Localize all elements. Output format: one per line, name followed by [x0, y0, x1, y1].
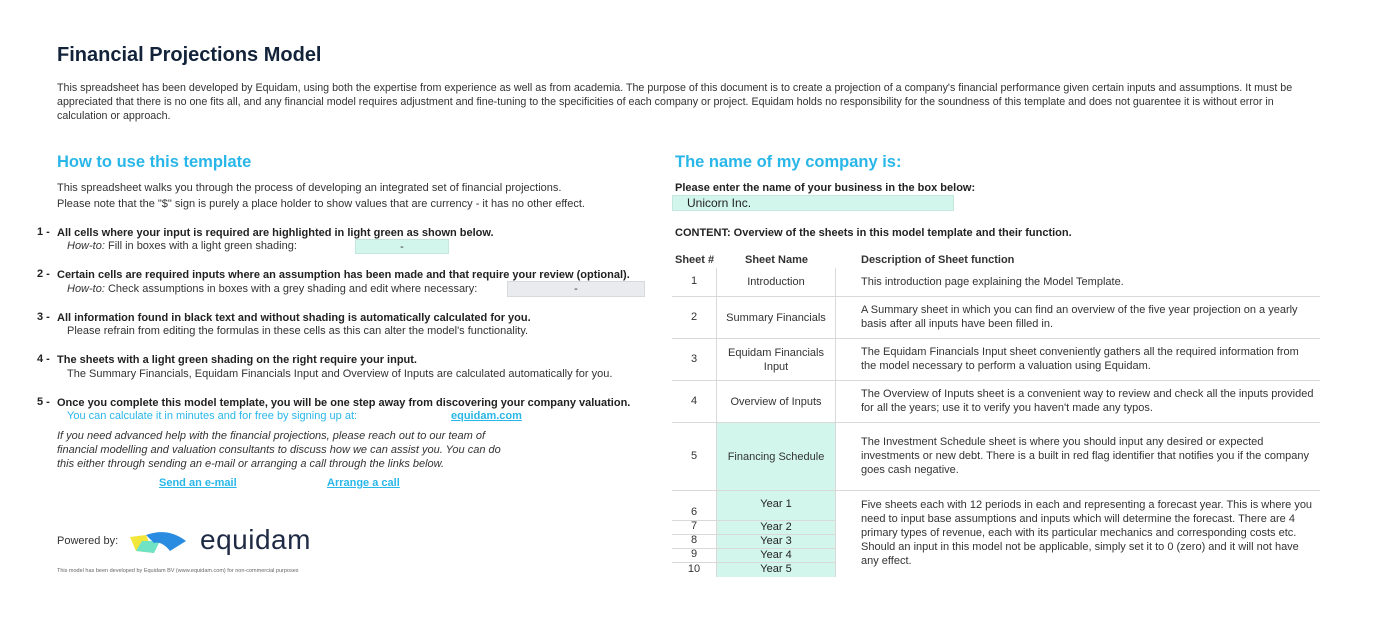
- year-2-number: 7: [690, 520, 698, 532]
- row-sheet-name[interactable]: Summary Financials: [716, 297, 836, 338]
- step-3-detail: Please refrain from editing the formulas in these cells as this can alter the model's functionality.: [67, 325, 529, 337]
- page-title: Financial Projections Model: [57, 44, 322, 66]
- year-1-sheet[interactable]: Year 1: [716, 491, 836, 520]
- fine-print: This model has been developed by Equidam BV (www.equidam.com) for non-commercial purposes: [57, 568, 299, 574]
- table-row: [672, 423, 1320, 491]
- step-2-howto-label: How-to:: [67, 283, 105, 295]
- step-1-title: All cells where your input is required are highlighted in light green as shown below.: [57, 227, 494, 239]
- row-number: 3: [690, 353, 698, 365]
- years-description: Five sheets each with 12 periods in each and representing a forecast year. This is where you need to input base assumptions and inputs which will determine the forecast. There are 4 primary types of revenue, each with its particular mechanics and corresponding costs etc. Should an input in this model not be applicable, simply set it to 0 (zero) and it will not have any effect.: [861, 499, 1313, 567]
- year-5-number: 10: [687, 563, 701, 575]
- year-5-sheet[interactable]: Year 5: [716, 563, 836, 577]
- column-sheet-number: Sheet #: [675, 254, 715, 266]
- step-3-title: All information found in black text and without shading is automatically calculated for you.: [57, 312, 531, 324]
- row-sheet-name[interactable]: Equidam Financials Input: [716, 339, 836, 380]
- row-sheet-name[interactable]: Introduction: [716, 268, 836, 296]
- row-description: The Equidam Financials Input sheet conveniently gathers all the required information from the model necessary to perform a valuation using Equidam.: [861, 346, 1299, 372]
- step-5-number: 5 -: [37, 396, 50, 408]
- step-2-detail: [67, 282, 477, 296]
- green-input-example[interactable]: -: [355, 239, 449, 254]
- row-description: The Investment Schedule sheet is where you should input any desired or expected investments or new debt. There is a built in red flag identifier that notifies you if the company goes cash negative.: [861, 436, 1309, 476]
- arrange-call-link[interactable]: Arrange a call: [327, 477, 400, 489]
- column-description: Description of Sheet function: [861, 254, 1015, 266]
- step-1-number: 1 -: [37, 226, 50, 238]
- step-1-howto-label: How-to:: [67, 240, 105, 252]
- table-row: [672, 339, 1320, 381]
- column-sheet-name: Sheet Name: [745, 254, 808, 266]
- row-sheet-name[interactable]: Financing Schedule: [716, 423, 836, 490]
- company-heading: The name of my company is:: [675, 153, 902, 171]
- send-email-link[interactable]: Send an e-mail: [159, 477, 237, 489]
- how-to-heading: How to use this template: [57, 153, 252, 171]
- equidam-logo-icon: [128, 527, 188, 557]
- grey-input-example[interactable]: -: [507, 281, 645, 297]
- step-1-detail-text: Fill in boxes with a light green shading:: [107, 240, 297, 252]
- step-2-title: Certain cells are required inputs where an assumption has been made and that require your review (optional).: [57, 269, 630, 281]
- company-prompt: Please enter the name of your business in the box below:: [675, 182, 976, 194]
- company-name-input[interactable]: Unicorn Inc.: [672, 195, 954, 211]
- content-heading: CONTENT: Overview of the sheets in this model template and their function.: [675, 227, 1072, 239]
- equidam-link[interactable]: equidam.com: [451, 410, 522, 422]
- step-5-title: Once you complete this model template, you will be one step away from discovering your company valuation.: [57, 397, 631, 409]
- how-to-line-2: Please note that the "$" sign is purely a place holder to show values that are currency - it has no other effect.: [57, 198, 585, 210]
- year-4-sheet[interactable]: Year 4: [716, 549, 836, 562]
- powered-by-label: Powered by:: [57, 535, 119, 547]
- row-description: The Overview of Inputs sheet is a convenient way to review and check all the inputs provided for all the years; use it to verify you haven't made any typos.: [861, 388, 1314, 414]
- row-description: This introduction page explaining the Model Template.: [861, 276, 1124, 288]
- step-1-detail: [67, 239, 297, 253]
- row-sheet-name[interactable]: Overview of Inputs: [716, 381, 836, 422]
- intro-paragraph: This spreadsheet has been developed by Equidam, using both the expertise from experience as well as from academia. The purpose of this document is to create a projection of a company's financial performance given certain inputs and assumptions. It must be appreciated that there is no one fits all, and any financial model requires adjustment and fine-tuning to the specificities of each company or project. Equidam holds no responsibility for the soundness of this template and does not guarentee it is without error in calculation or approach.: [57, 82, 1293, 122]
- year-2-sheet[interactable]: Year 2: [716, 521, 836, 534]
- step-4-title: The sheets with a light green shading on the right require your input.: [57, 354, 417, 366]
- step-4-detail: The Summary Financials, Equidam Financials Input and Overview of Inputs are calculated automatically for you.: [67, 368, 613, 380]
- row-number: 4: [690, 395, 698, 407]
- step-2-number: 2 -: [37, 268, 50, 280]
- table-row: [672, 297, 1320, 339]
- step-5-detail: You can calculate it in minutes and for free by signing up at:: [67, 410, 358, 422]
- step-3-number: 3 -: [37, 311, 50, 323]
- table-row: [672, 268, 1320, 297]
- year-1-number: 6: [690, 506, 698, 518]
- year-3-number: 8: [690, 534, 698, 546]
- step-4-number: 4 -: [37, 353, 50, 365]
- row-number: 5: [690, 450, 698, 462]
- row-description: A Summary sheet in which you can find an overview of the five year projection on a yearly basis after all inputs have been filled in.: [861, 304, 1298, 330]
- help-paragraph: If you need advanced help with the financial projections, please reach out to our team of financial modelling and valuation consultants to discuss how we can assist you. You can do this either through sending an e-mail or arranging a call through the links below.: [57, 430, 501, 470]
- row-number: 1: [690, 275, 698, 287]
- year-4-number: 9: [690, 548, 698, 560]
- row-number: 2: [690, 311, 698, 323]
- year-3-sheet[interactable]: Year 3: [716, 535, 836, 548]
- step-2-detail-text: Check assumptions in boxes with a grey shading and edit where necessary:: [107, 283, 478, 295]
- brand-wordmark: equidam: [200, 524, 311, 555]
- how-to-line-1: This spreadsheet walks you through the process of developing an integrated set of financial projections.: [57, 182, 562, 194]
- table-row: [672, 381, 1320, 423]
